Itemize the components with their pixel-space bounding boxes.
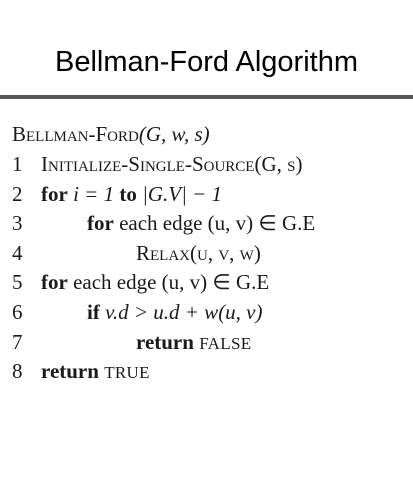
keyword: for [41, 270, 68, 295]
procedure-name: Bellman-Ford [12, 122, 139, 146]
code-text: i = 1 [73, 181, 115, 206]
code-text: each edge (u, v) ∈ G.E [119, 211, 316, 236]
code-text: FALSE [199, 333, 252, 353]
code-line-3 [12, 209, 412, 239]
line-body [136, 239, 261, 269]
code-line-1 [12, 150, 412, 180]
code-line-5 [12, 268, 412, 298]
line-number: 5 [12, 270, 23, 295]
line-number: 6 [12, 299, 23, 324]
keyword: for [87, 211, 114, 236]
code-line-7 [12, 328, 412, 358]
code-line-6 [12, 298, 412, 328]
line-body [87, 209, 315, 239]
line-number: 3 [12, 211, 23, 236]
keyword: return [136, 329, 194, 354]
code-line-4 [12, 239, 412, 269]
procedure-header [12, 118, 412, 150]
procedure-params: (G, w, s) [138, 122, 210, 146]
page-title: Bellman-Ford Algorithm [55, 46, 358, 78]
title-divider [0, 95, 413, 99]
line-body [41, 357, 150, 388]
line-number: 8 [12, 359, 23, 384]
code-line-8 [12, 357, 412, 387]
code-text: Initialize-Single-Source(G, s) [41, 152, 303, 176]
line-body [41, 268, 269, 298]
line-body [87, 298, 263, 328]
code-text: TRUE [104, 363, 150, 383]
line-number: 4 [12, 240, 23, 265]
line-body [41, 150, 302, 180]
keyword: if [87, 299, 100, 324]
code-line-2 [12, 180, 412, 210]
line-number: 2 [12, 181, 23, 206]
line-number: 1 [12, 152, 23, 176]
keyword: return [41, 359, 99, 384]
line-body [136, 328, 251, 359]
code-text: |G.V| − 1 [142, 181, 223, 206]
code-text: v.d > u.d + w(u, v) [105, 299, 263, 324]
code-text: Relax(u, v, w) [136, 240, 261, 265]
keyword: for [41, 181, 68, 206]
line-body [41, 180, 222, 210]
pseudocode-block [12, 118, 412, 387]
code-text: each edge (u, v) ∈ G.E [73, 270, 270, 295]
keyword: to [119, 181, 137, 206]
line-number: 7 [12, 329, 23, 354]
